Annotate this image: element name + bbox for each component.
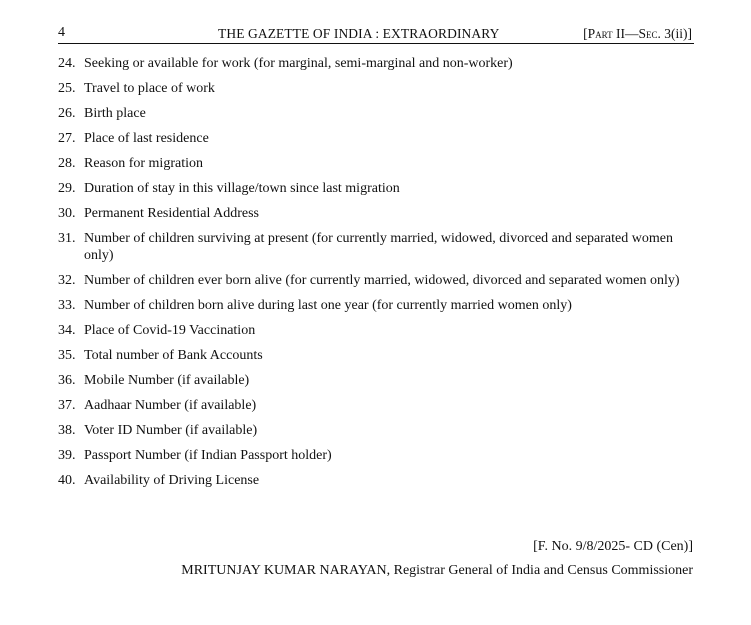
item-text: Place of Covid-19 Vaccination [84,323,256,338]
gazette-title: THE GAZETTE OF INDIA : EXTRAORDINARY [218,26,500,41]
list-item [58,347,698,364]
file-reference: [F. No. 9/8/2025- CD (Cen)] [533,539,693,554]
page-header [58,23,694,44]
item-number: 36. [58,373,76,388]
item-text: Voter ID Number (if available) [84,423,258,438]
item-number: 29. [58,181,76,196]
item-text: Place of last residence [84,131,209,146]
item-text: Duration of stay in this village/town since last migration [84,181,400,196]
list-item [58,55,698,72]
item-text: Passport Number (if Indian Passport holder) [84,448,332,463]
item-text: Seeking or available for work (for marginal, semi-marginal and non-worker) [84,56,513,71]
item-text: Travel to place of work [84,81,215,96]
item-text: Number of children born alive during last one year (for currently married women only) [84,298,572,313]
item-number: 31. [58,231,76,246]
list-item [58,130,698,147]
item-number: 25. [58,81,76,96]
item-number: 39. [58,448,76,463]
item-text: Birth place [84,106,146,121]
signatory-line: MRITUNJAY KUMAR NARAYAN, Registrar General of India and Census Commissioner [181,563,693,578]
part-smallcaps-text: art [595,26,613,41]
item-number: 35. [58,348,76,363]
part-open-text: [P [583,26,596,41]
list-item [58,322,698,339]
item-text: Permanent Residential Address [84,206,259,221]
item-number: 38. [58,423,76,438]
item-number: 32. [58,273,76,288]
list-item [58,397,698,414]
list-item [58,472,698,489]
list-item [58,422,698,439]
item-number: 26. [58,106,76,121]
item-text: Total number of Bank Accounts [84,348,263,363]
list-item [58,272,698,289]
list-item [58,155,698,172]
item-number: 27. [58,131,76,146]
item-number: 24. [58,56,76,71]
part-section-label [583,26,692,42]
item-number: 40. [58,473,76,488]
page-number: 4 [58,25,65,40]
item-text: Reason for migration [84,156,203,171]
list-item [58,372,698,389]
sec-end-text: . 3(ii)] [657,26,692,41]
item-number: 28. [58,156,76,171]
item-number: 34. [58,323,76,338]
item-number: 30. [58,206,76,221]
census-question-list [58,55,698,497]
list-item [58,205,698,222]
item-text: Availability of Driving License [84,473,260,488]
sec-smallcaps-text: ec [645,26,658,41]
item-text: Aadhaar Number (if available) [84,398,257,413]
part-mid-text: II—S [612,26,646,41]
item-number: 37. [58,398,76,413]
list-item [58,180,698,197]
list-item [58,297,698,314]
item-text: Number of children ever born alive (for currently married, widowed, divorced and separated women only) [84,273,680,288]
list-item [58,447,698,464]
item-text: Number of children surviving at present (for currently married, widowed, divorced and separated women only) [84,231,673,263]
list-item [58,105,698,122]
list-item [58,230,698,264]
list-item [58,80,698,97]
item-text: Mobile Number (if available) [84,373,250,388]
item-number: 33. [58,298,76,313]
